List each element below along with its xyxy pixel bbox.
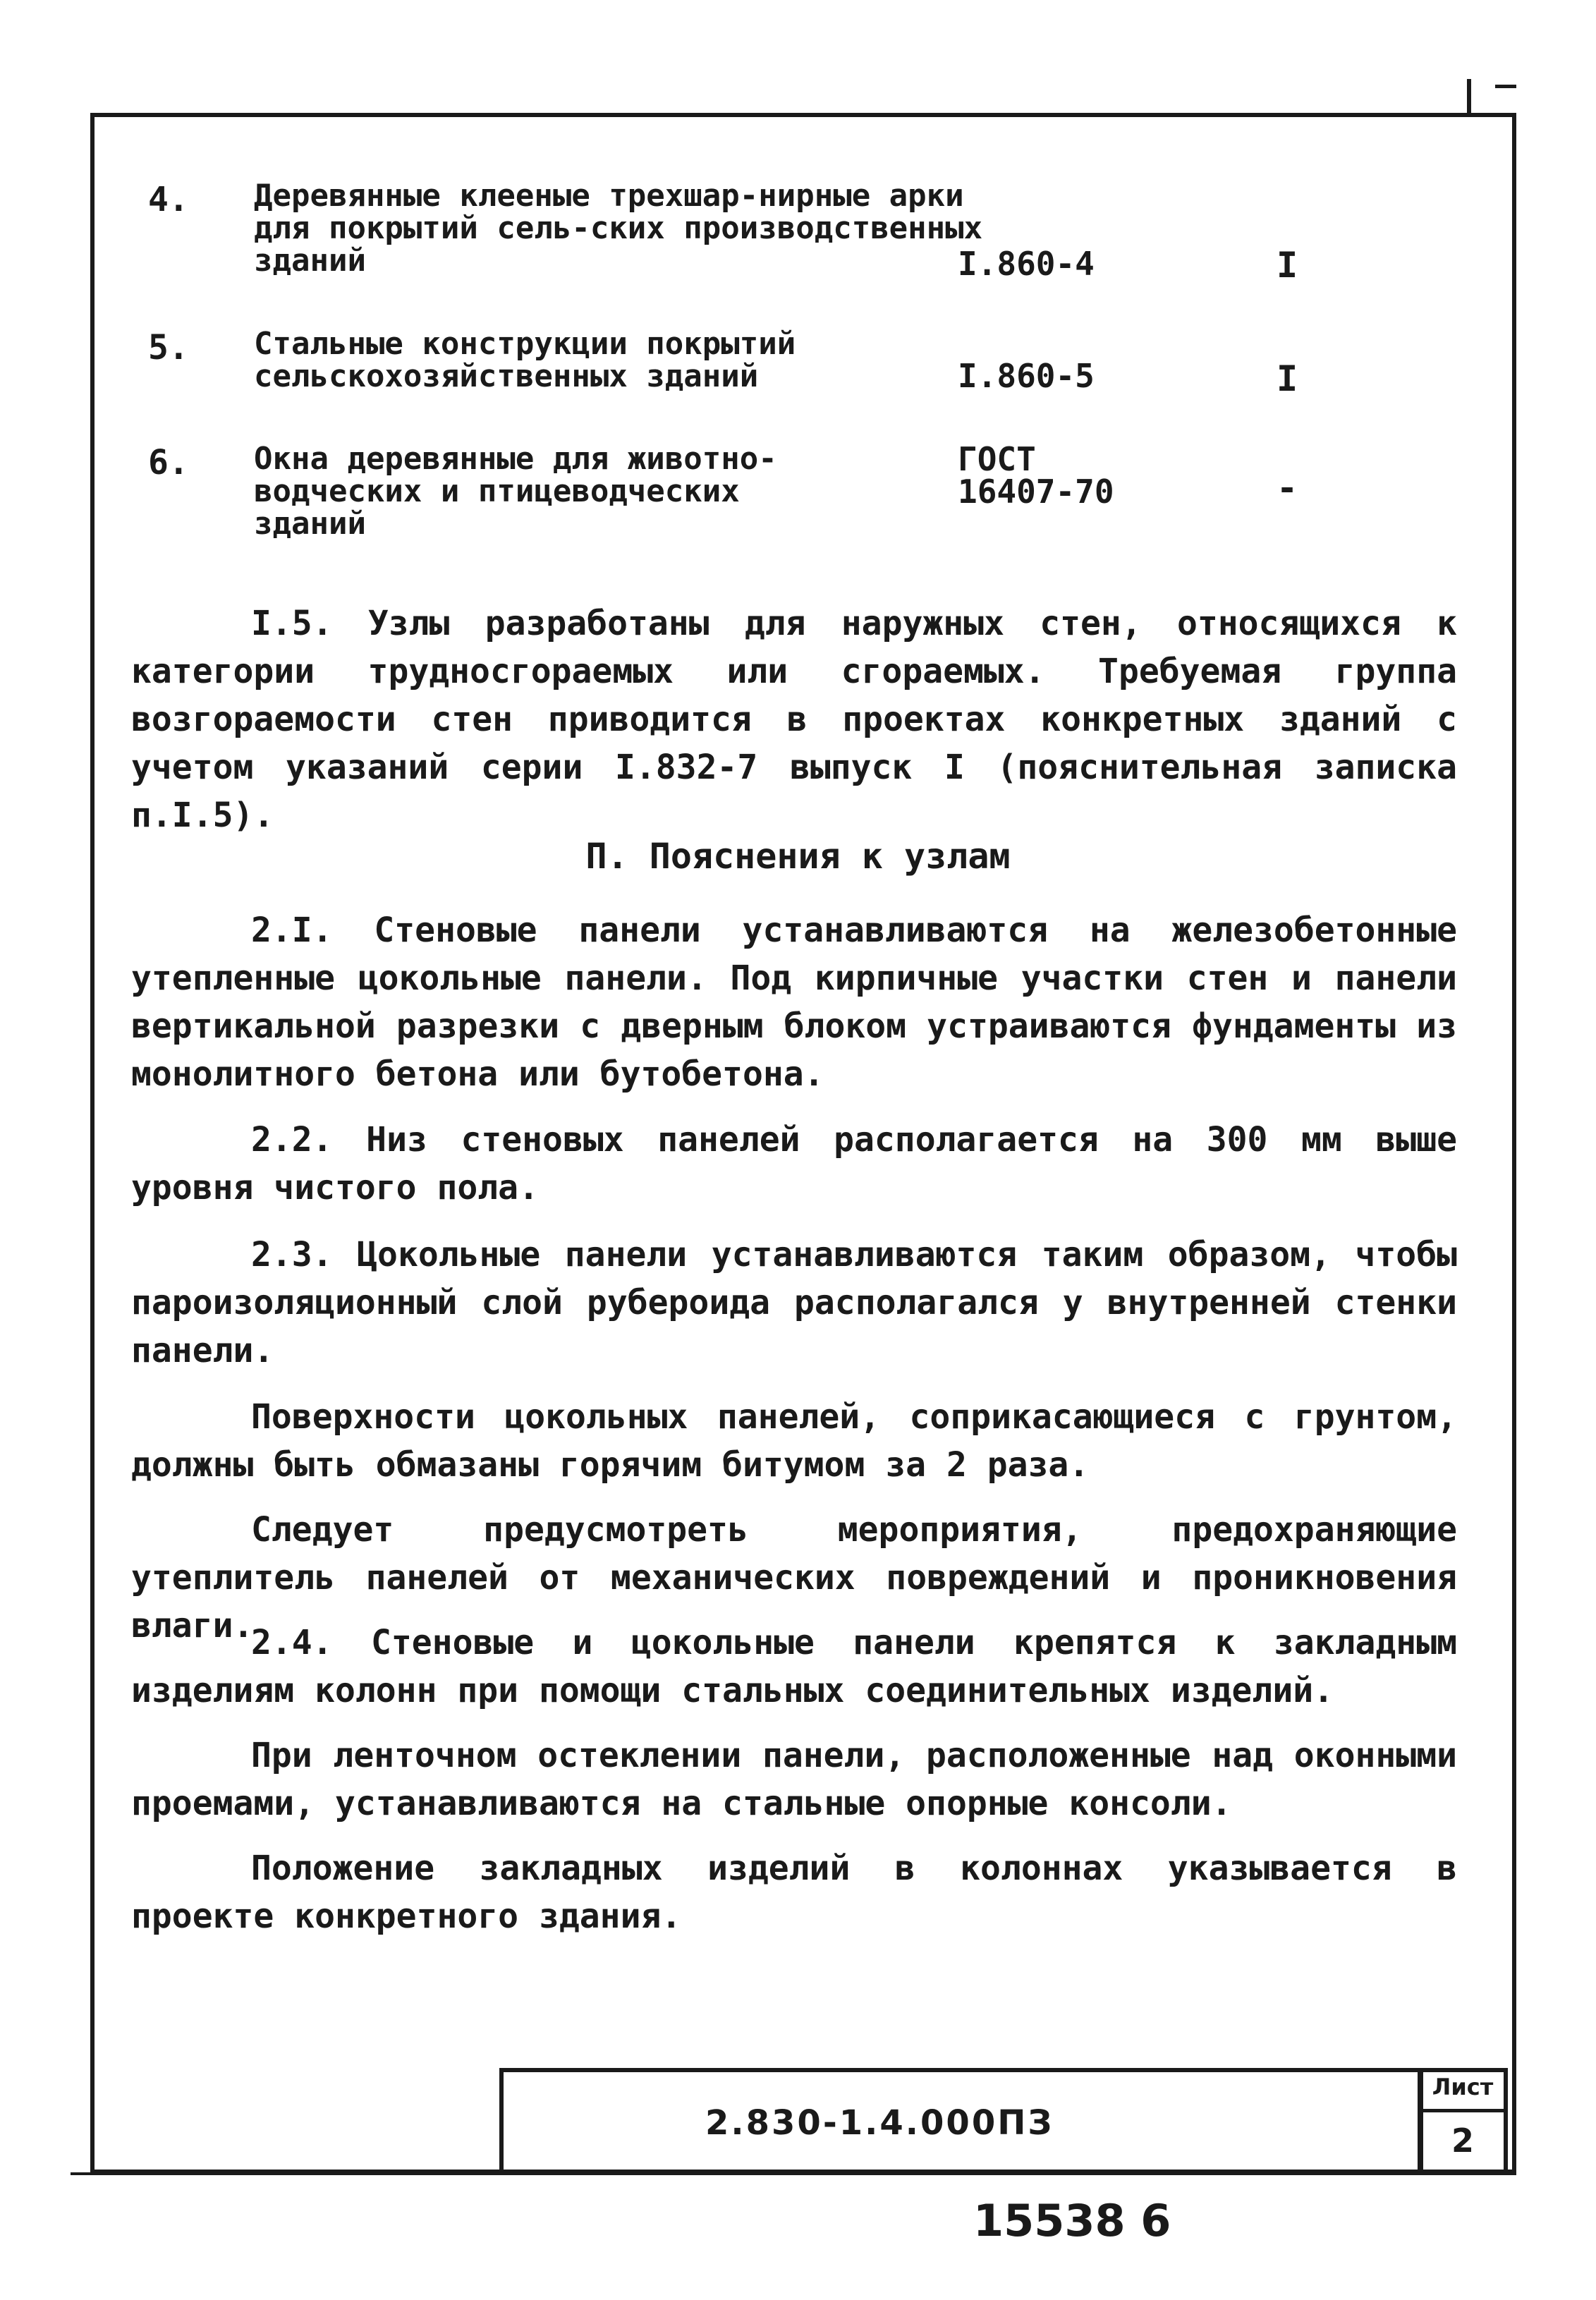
table-row xyxy=(148,180,1418,300)
sheet-number: 2 xyxy=(1451,2122,1474,2160)
table-row xyxy=(148,440,1418,563)
row-code: I.860-4 xyxy=(958,245,1095,283)
paragraph-2-3b: Поверхности цокольных панелей, соприкасающиеся с грунтом, должны быть обмазаны горячим битумом за 2 раза. xyxy=(131,1397,1457,1485)
paragraph-1-5: I.5. Узлы разработаны для наружных стен, относящихся к категории трудносгораемых или сгораемых. Требуемая группа возгораемости стен приводится в проектах конкретных зданий с учетом указаний серии I.832-7 выпуск I (пояснительная записка п.I.5). xyxy=(131,604,1457,835)
section-heading: П. Пояснения к узлам xyxy=(585,836,1011,877)
frame-corner-dash xyxy=(1495,85,1516,88)
row-name: Деревянные клееные трехшар-нирные арки для покрытий сель-ских производственных зданий xyxy=(254,178,983,279)
table-row xyxy=(148,328,1418,448)
paragraph-2-2: 2.2. Низ стеновых панелей располагается на 300 мм выше уровня чистого пола. xyxy=(131,1120,1457,1207)
paragraph-2-1: 2.I. Стеновые панели устанавливаются на железобетонные утепленные цокольные панели. Под кирпичные участки стен и панели вертикальной разрезки с дверным блоком устраиваются фундаменты из монолитного бетона или бутобетона. xyxy=(131,911,1457,1094)
frame-corner-mark xyxy=(1467,79,1471,116)
row-number: 5. xyxy=(148,328,189,367)
row-name: Стальные конструкции покрытий сельскохозяйственных зданий xyxy=(254,326,796,394)
row-qty: I xyxy=(1277,245,1298,286)
row-qty: - xyxy=(1277,468,1298,509)
row-code: ГОСТ 16407-70 xyxy=(958,440,1114,511)
row-qty: I xyxy=(1277,358,1298,399)
paragraph-2-4: 2.4. Стеновые и цокольные панели крепятся к закладным изделиям колонн при помощи стальных соединительных изделий. xyxy=(131,1623,1457,1710)
row-name: Окна деревянные для животно-водческих и птицеводческих зданий xyxy=(254,441,777,542)
sheet-label: Лист xyxy=(1432,2074,1494,2100)
paragraph-2-4c: Положение закладных изделий в колоннах указывается в проекте конкретного здания. xyxy=(131,1849,1457,1936)
row-number: 6. xyxy=(148,443,189,482)
row-code: I.860-5 xyxy=(958,357,1095,395)
paragraph-2-3c: Следует предусмотреть мероприятия, предохраняющие утеплитель панелей от механических повреждений и проникновения влаги. xyxy=(131,1510,1457,1645)
sheet-divider xyxy=(1418,2109,1508,2112)
paragraph-2-3: 2.3. Цокольные панели устанавливаются таким образом, чтобы пароизоляционный слой рубероида располагался у внутренней стенки панели. xyxy=(131,1235,1457,1370)
archive-number: 15538 6 xyxy=(973,2195,1171,2246)
paragraph-2-4b: При ленточном остеклении панели, расположенные над оконными проемами, устанавливаются на стальные опорные консоли. xyxy=(131,1736,1457,1823)
row-number: 4. xyxy=(148,180,189,219)
document-code: 2.830-1.4.000ПЗ xyxy=(705,2103,1054,2143)
